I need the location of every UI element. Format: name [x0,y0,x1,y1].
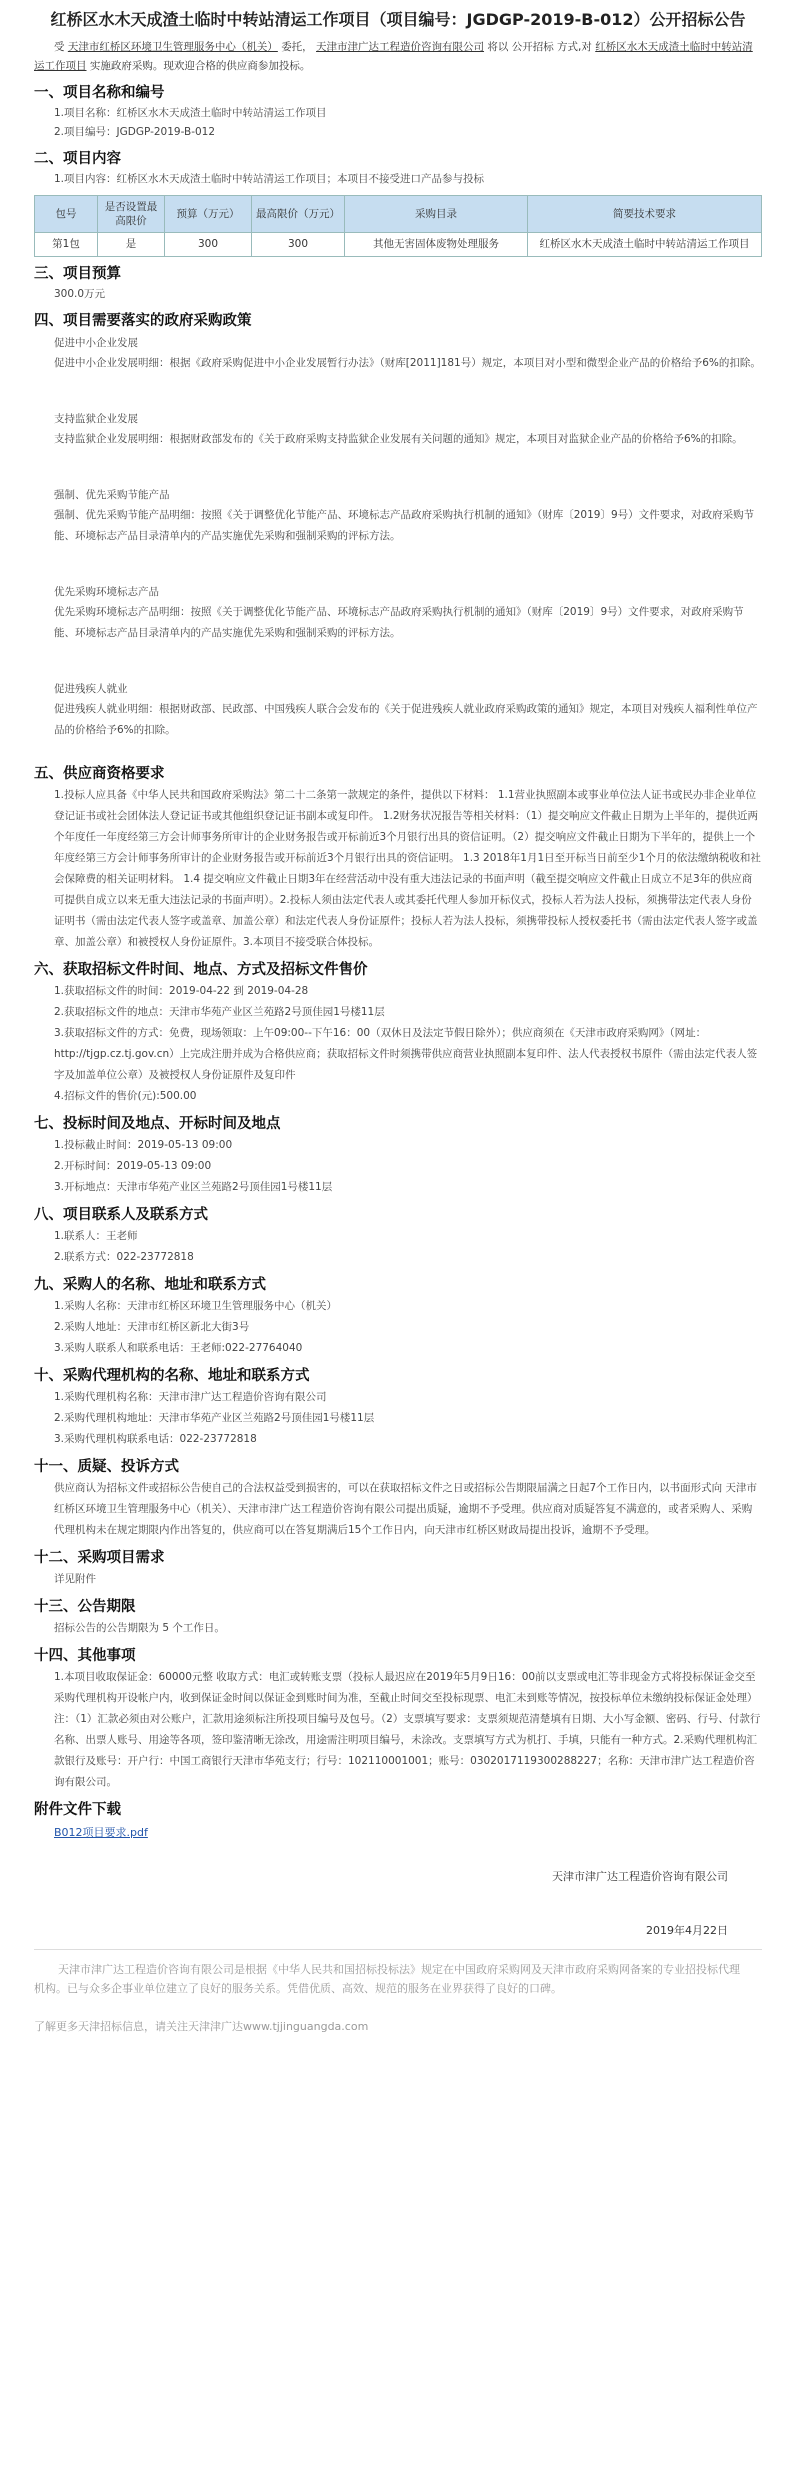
section-purchaser [34,1274,762,1359]
intro-text-1: 受 [54,41,65,53]
obtain-place: 2.获取招标文件的地点：天津市华苑产业区兰苑路2号顶佳园1号楼11层 [54,1006,385,1018]
section-heading: 三、项目预算 [34,266,121,282]
section-heading: 十三、公告期限 [34,1599,136,1615]
col-header-catalog: 采购目录 [345,196,528,233]
signature-date: 2019年4月22日 [646,1924,728,1937]
cell-package: 第1包 [35,233,98,257]
section-heading: 八、项目联系人及联系方式 [34,1207,208,1223]
cell-budget: 300 [165,233,252,257]
policy-body: 强制、优先采购节能产品明细：按照《关于调整优化节能产品、环境标志产品政府采购执行机制的通知》（财库〔2019〕9号）文件要求，对政府采购节能、环境标志产品目录清单内的产品实施优先采购和强制采购的评标方法。 [54,509,755,542]
project-content-line: 1.项目内容：红桥区水木天成渣土临时中转站清运工作项目；本项目不接受进口产品参与投标 [54,173,485,185]
signature-org: 天津市津广达工程造价咨询有限公司 [552,1870,728,1883]
section-project-content [34,148,762,257]
purchaser-address: 2.采购人地址：天津市红桥区新北大街3号 [54,1321,250,1333]
section-policies [34,310,762,741]
section-complaints [34,1456,762,1541]
policy-body: 促进中小企业发展明细：根据《政府采购促进中小企业发展暂行办法》（财库[2011]181号）规定，本项目对小型和微型企业产品的价格给予6%的扣除。 [54,357,761,369]
section-heading: 附件文件下载 [34,1802,121,1818]
policy-title: 促进中小企业发展 [54,337,138,349]
section-obtain-documents [34,959,762,1107]
intro-text-2: 委托， [281,41,313,53]
page-title: 红桥区水木天成渣土临时中转站清运工作项目（项目编号：JGDGP-2019-B-012）公开招标公告 [50,10,746,29]
col-header-package: 包号 [35,196,98,233]
col-header-budget: 预算（万元） [165,196,252,233]
announcement-body [34,0,762,2034]
budget-value: 300.0万元 [54,288,106,300]
policy-body: 支持监狱企业发展明细：根据财政部发布的《关于政府采购支持监狱企业发展有关问题的通知》规定，本项目对监狱企业产品的价格给予6%的扣除。 [54,433,743,445]
intro-text-3: 将以 公开招标 方式,对 [487,41,592,53]
package-table [34,195,762,257]
agency-phone: 3.采购代理机构联系电话：022-23772818 [54,1433,257,1445]
obtain-method: 3.获取招标文件的方式：免费，现场领取：上午09:00--下午16：00（双休日及法定节假日除外）；供应商须在《天津市政府采购网》（网址：http://tjgp.cz.tj.gov.cn）上完成注册并成为合格供应商；获取招标文件时须携带供应商营业执照副本复印件、法人代表授权书原件（需由法定代表人签字及加盖单位公章）及被授权人身份证原件及复印件 [54,1027,758,1081]
policy-title: 支持监狱企业发展 [54,413,138,425]
purchaser-name: 1.采购人名称：天津市红桥区环境卫生管理服务中心（机关） [54,1300,338,1312]
cell-max-price: 300 [252,233,345,257]
intro-text-4: 实施政府采购。现欢迎合格的供应商参加投标。 [89,60,311,72]
agency-name: 1.采购代理机构名称：天津市津广达工程造价咨询有限公司 [54,1391,327,1403]
section-heading: 十、采购代理机构的名称、地址和联系方式 [34,1368,310,1384]
cell-requirements: 红桥区水木天成渣土临时中转站清运工作项目 [528,233,762,257]
col-header-requirements: 简要技术要求 [528,196,762,233]
section-heading: 九、采购人的名称、地址和联系方式 [34,1277,266,1293]
buyer-link[interactable]: 天津市红桥区环境卫生管理服务中心（机关） [67,41,278,53]
footer-note: 天津市津广达工程造价咨询有限公司是根据《中华人民共和国招标投标法》规定在中国政府采购网及天津市政府采购网备案的专业招投标代理机构。已与众多企事业单位建立了良好的服务关系。凭借优质、高效、规范的服务在业界获得了良好的口碑。 [34,1963,740,1995]
contact-phone: 2.联系方式：022-23772818 [54,1251,194,1263]
policy-title: 强制、优先采购节能产品 [54,489,170,501]
other-body: 1.本项目收取保证金：60000元整 收取方式：电汇或转账支票（投标人最迟应在2019年5月9日16：00前以支票或电汇等非现金方式将投标保证金交至采购代理机构开设帐户内，收到保证金时间以保证金到账时间为准，至截止时间交至投标现票、电汇未到账等情况，按投标单位未缴纳投标保证金处理）注：（1）汇款必须由对公账户，汇款用途须标注所投项目编号及包号。（2）支票填写要求：支票须规范清楚填有日期、大小写金额、密码、行号、付款行名称、出票人账号、用途等各项，签印鉴清晰无涂改，用途需注明项目编号，未涂改。支票填写方式为机打、手填，只能有一种方式。2.采购代理机构汇款银行及账号：开户行：中国工商银行天津市华苑支行；行号：102110001001；账号：0302017119300288227；名称：天津市津广达工程造价咨询有限公司。 [54,1671,761,1788]
section-heading: 五、供应商资格要求 [34,766,165,782]
section-notice-period [34,1596,762,1639]
policy-body: 优先采购环境标志产品明细：按照《关于调整优化节能产品、环境标志产品政府采购执行机制的通知》（财库〔2019〕9号）文件要求，对政府采购节能、环境标志产品目录清单内的产品实施优先采购和强制采购的评标方法。 [54,606,744,639]
opening-time: 2.开标时间：2019-05-13 09:00 [54,1160,212,1172]
cell-max-price-set: 是 [98,233,165,257]
section-qualifications [34,763,762,953]
intro-paragraph [34,38,762,76]
policy-title: 促进残疾人就业 [54,683,128,695]
section-heading: 十一、质疑、投诉方式 [34,1459,179,1475]
attachment-link[interactable]: B012项目要求.pdf [54,1826,148,1839]
section-heading: 十四、其他事项 [34,1648,136,1664]
policy-body: 促进残疾人就业明细：根据财政部、民政部、中国残疾人联合会发布的《关于促进残疾人就业政府采购政策的通知》规定，本项目对残疾人福利性单位产品的价格给予6%的扣除。 [54,703,758,736]
section-heading: 六、获取招标文件时间、地点、方式及招标文件售价 [34,962,368,978]
col-header-max-price-set: 是否设置最高限价 [98,196,165,233]
section-heading: 四、项目需要落实的政府采购政策 [34,313,252,329]
complaints-body: 供应商认为招标文件或招标公告使自己的合法权益受到损害的，可以在获取招标文件之日或招标公告期限届满之日起7个工作日内，以书面形式向 天津市红桥区环境卫生管理服务中心（机关）、天津市津广达工程造价咨询有限公司提出质疑，逾期不予受理。供应商对质疑答复不满意的，或者采购人、采购代理机构未在规定期限内作出答复的，供应商可以在答复期满后15个工作日内，向天津市红桥区财政局提出投诉，逾期不予受理。 [54,1482,758,1536]
footer-link-line [34,2018,762,2034]
section-heading: 七、投标时间及地点、开标时间及地点 [34,1116,281,1132]
section-attachments [34,1799,762,1843]
section-budget [34,263,762,304]
section-project-name [34,82,762,142]
section-other [34,1645,762,1793]
table-row [35,233,762,257]
document-price: 4.招标文件的售价(元):500.00 [54,1090,197,1102]
section-heading: 十二、采购项目需求 [34,1550,165,1566]
section-contact [34,1204,762,1268]
project-number-line: 2.项目编号：JGDGP-2019-B-012 [54,126,216,138]
qualifications-body: 1.投标人应具备《中华人民共和国政府采购法》第二十二条第一款规定的条件，提供以下材料： 1.1营业执照副本或事业单位法人证书或民办非企业单位登记证书或社会团体法人登记证书或其他组织登记证书副本或复印件。 1.2财务状况报告等相关材料：（1）提交响应文件截止日期为上半年的，提供近两个年度任一年度经第三方会计师事务所审计的企业财务报告或开标前近3个月银行出具的资信证明。（2）提交响应文件截止日期为下半年的，提供上一个年度经第三方会计师事务所审计的企业财务报告或开标前近3个月银行出具的资信证明。 1.3 2018年1月1日至开标当日前至少1个月的依法缴纳税收和社会保障费的相关证明材料。 1.4 提交响应文件截止日期3年在经营活动中没有重大违法记录的书面声明（截至提交响应文件截止日成立不足3年的供应商可提供自成立以来无重大违法记录的书面声明）。2.投标人须由法定代表人或其委托代理人参加开标仪式，投标人若为法人投标，须携带法定代表人身份证明书（需由法定代表人签字或盖章、加盖公章）和法定代表人身份证原件；投标人若为法人投标，须携带投标人授权委托书（需由法定代表人签字或盖章、加盖公章）和被授权人身份证原件。3.本项目不接受联合体投标。 [54,789,761,948]
contact-person: 1.联系人：王老师 [54,1230,138,1242]
project-link[interactable]: 红桥区水木天成渣土临时中转站清运工作项目 [34,41,753,72]
section-heading: 一、项目名称和编号 [34,85,165,101]
section-heading: 二、项目内容 [34,151,121,167]
footer-link[interactable]: 了解更多天津招标信息，请关注天津津广达www.tjjinguangda.com [34,2020,369,2033]
cell-catalog: 其他无害固体废物处理服务 [345,233,528,257]
requirements-line: 详见附件 [54,1573,96,1585]
purchaser-contact: 3.采购人联系人和联系电话：王老师:022-27764040 [54,1342,303,1354]
section-agency [34,1365,762,1450]
notice-period-line: 招标公告的公告期限为 5 个工作日。 [54,1622,225,1634]
project-name-line: 1.项目名称：红桥区水木天成渣土临时中转站清运工作项目 [54,107,327,119]
opening-place: 3.开标地点：天津市华苑产业区兰苑路2号顶佳园1号楼11层 [54,1181,333,1193]
footer-divider [34,1949,762,1950]
section-requirements [34,1547,762,1590]
agency-address: 2.采购代理机构地址：天津市华苑产业区兰苑路2号顶佳园1号楼11层 [54,1412,375,1424]
table-header-row [35,196,762,233]
section-bid-opening [34,1113,762,1198]
policy-title: 优先采购环境标志产品 [54,586,159,598]
obtain-time: 1.获取招标文件的时间：2019-04-22 到 2019-04-28 [54,985,309,997]
bid-deadline: 1.投标截止时间：2019-05-13 09:00 [54,1139,233,1151]
agency-link[interactable]: 天津市津广达工程造价咨询有限公司 [316,41,485,53]
col-header-max-price: 最高限价（万元） [252,196,345,233]
